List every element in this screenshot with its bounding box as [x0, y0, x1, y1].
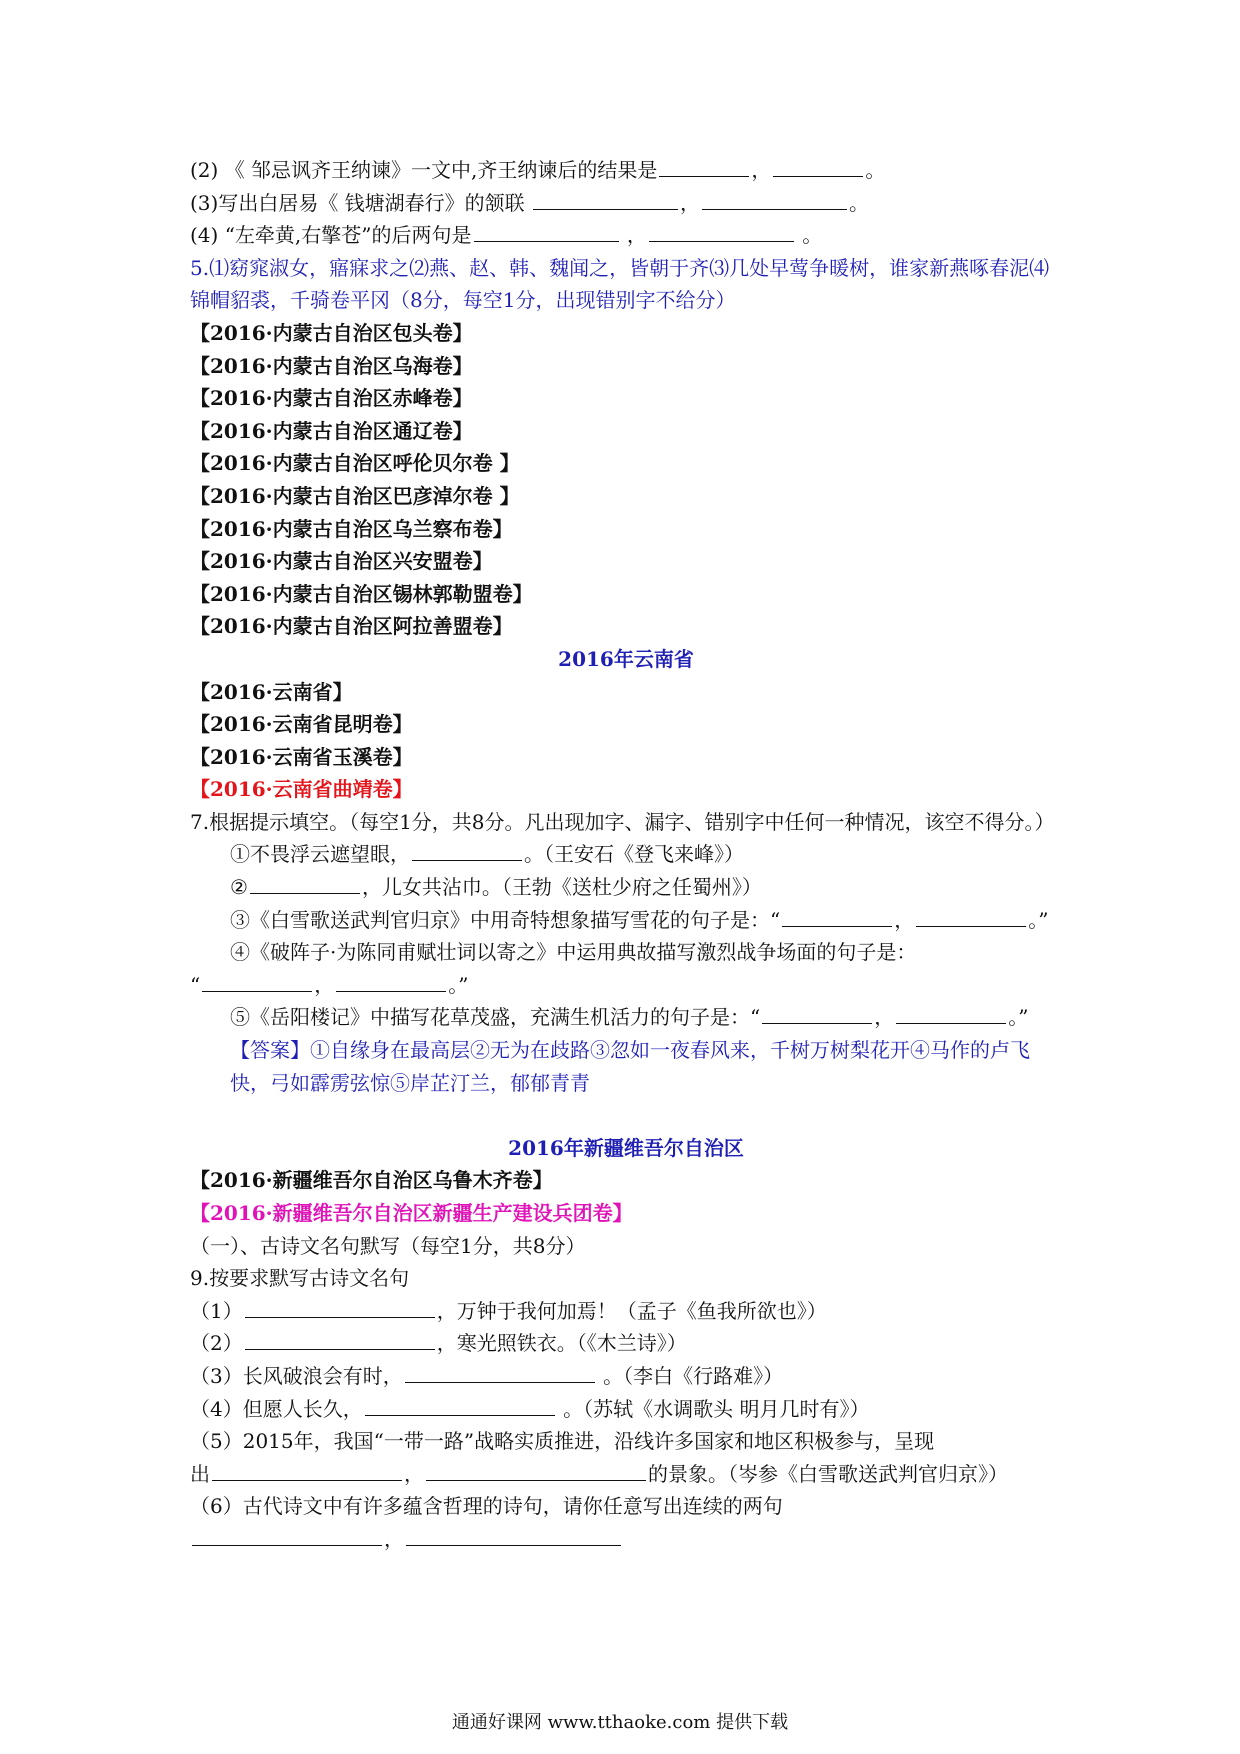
- text-segment: 。: [849, 190, 870, 215]
- text-segment: （3）长风破浪会有时，: [190, 1363, 403, 1388]
- question-line: [190, 1393, 1062, 1426]
- exam-paper-label: 【2016·新疆维吾尔自治区乌鲁木齐卷】: [190, 1168, 553, 1193]
- fill-in-blank: [336, 973, 446, 992]
- text-segment: 9.按要求默写古诗文名句: [190, 1266, 410, 1291]
- exam-paper-label: 【2016·内蒙古自治区巴彦淖尔卷 】: [190, 483, 520, 508]
- fill-in-blank: [426, 1462, 646, 1481]
- fill-in-blank: [406, 1527, 621, 1546]
- text-segment: 。”: [1008, 1005, 1029, 1030]
- question-line: [190, 838, 1062, 871]
- text-segment: ④《破阵子·为陈同甫赋壮词以寄之》中运用典故描写激烈战争场面的句子是：: [230, 940, 917, 965]
- text-segment: ，: [404, 1461, 424, 1486]
- question-line: [190, 871, 1062, 904]
- exam-paper-label-highlight: 【2016·云南省曲靖卷】: [190, 777, 413, 802]
- text-segment: 。（李白《行路难》）: [596, 1363, 784, 1388]
- exam-paper-label: 【2016·内蒙古自治区呼伦贝尔卷 】: [190, 451, 520, 476]
- question-line: [190, 219, 1062, 252]
- fill-in-blank: [250, 875, 360, 894]
- fill-in-blank: [896, 1005, 1006, 1024]
- fill-in-blank: [702, 191, 847, 210]
- text-segment: 。”: [448, 972, 469, 997]
- text-segment: （1）: [190, 1298, 243, 1323]
- text-segment: ③《白雪歌送武判官归京》中用奇特想象描写雪花的句子是：“: [230, 907, 781, 932]
- fill-in-blank: [245, 1299, 435, 1318]
- question-line: [190, 1001, 1062, 1034]
- question-line: [190, 1490, 1062, 1523]
- text-segment: ，: [751, 158, 772, 182]
- fill-in-blank: [533, 191, 678, 210]
- text-segment: ，: [314, 972, 335, 997]
- question-line: [190, 1295, 1062, 1328]
- question-line: [190, 1458, 1062, 1491]
- text-segment: “: [190, 972, 201, 997]
- exam-paper-label: 【2016·内蒙古自治区乌兰察布卷】: [190, 516, 513, 541]
- text-segment: （5）2015年，我国“一带一路”战略实质推进，沿线许多国家和地区积极参与，呈现: [190, 1429, 935, 1454]
- answer-text: 【答案】①自缘身在最高层②无为在歧路③忽如一夜春风来，千树万树梨花开④马作的卢飞快，弓如霹雳弦惊⑤岸芷汀兰，郁郁青青: [230, 1038, 1030, 1095]
- section-heading: 2016年新疆维吾尔自治区: [508, 1135, 744, 1160]
- fill-in-blank: [212, 1462, 402, 1481]
- exam-paper-label: 【2016·云南省玉溪卷】: [190, 744, 413, 769]
- text-segment: ⑤《岳阳楼记》中描写花草茂盛，充满生机活力的句子是：“: [230, 1005, 761, 1030]
- text-segment: 的景象。（岑参《白雪歌送武判官归京》）: [648, 1461, 1008, 1486]
- question-paragraph: 7.根据提示填空。（每空1分，共8分。凡出现加字、漏字、错别字中任何一种情况，该空不得分。）: [190, 809, 1055, 834]
- question-line: [190, 187, 1062, 220]
- text-segment: （一）、古诗文名句默写（每空1分，共8分）: [190, 1233, 586, 1258]
- text-segment: (4) “左牵黄,右擎苍”的后两句是: [190, 223, 472, 248]
- section-heading: 2016年云南省: [558, 646, 694, 671]
- exam-paper-label: 【2016·内蒙古自治区赤峰卷】: [190, 386, 473, 411]
- question-line: [190, 1360, 1062, 1393]
- text-segment: ，: [894, 907, 915, 932]
- text-segment: ，: [680, 190, 701, 215]
- text-segment: ，: [384, 1526, 404, 1551]
- blank-line: [190, 1099, 1062, 1132]
- fill-in-blank: [649, 223, 794, 242]
- question-line: [190, 1262, 1062, 1295]
- text-segment: ，: [620, 223, 647, 248]
- text-segment: ①不畏浮云遮望眼，: [230, 842, 410, 867]
- exam-paper-label: 【2016·内蒙古自治区兴安盟卷】: [190, 549, 493, 574]
- text-segment: 出: [190, 1461, 210, 1486]
- page-footer: 通通好课网 www.tthaoke.com 提供下载: [451, 1712, 789, 1733]
- exam-paper-label-highlight: 【2016·新疆维吾尔自治区新疆生产建设兵团卷】: [190, 1201, 633, 1225]
- fill-in-blank: [782, 908, 892, 927]
- fill-in-blank: [762, 1005, 872, 1024]
- exam-paper-label: 【2016·云南省昆明卷】: [190, 712, 413, 737]
- text-segment: （2）: [190, 1331, 243, 1356]
- document-content: [190, 154, 1062, 1556]
- text-segment: 。（王安石《登飞来峰》）: [524, 842, 744, 867]
- text-segment: ，: [874, 1005, 895, 1030]
- fill-in-blank: [245, 1331, 435, 1350]
- question-line: [190, 904, 1062, 937]
- fill-in-blank: [405, 1364, 595, 1383]
- exam-paper-label: 【2016·内蒙古自治区通辽卷】: [190, 418, 473, 443]
- answer-text: 5.⑴窈窕淑女，寤寐求之⑵燕、赵、韩、魏闻之，皆朝于齐⑶几处早莺争暖树，谁家新燕啄春泥⑷锦帽貂裘，千骑卷平冈（8分，每空1分，出现错别字不给分）: [190, 255, 1050, 313]
- text-segment: (3)写出白居易《 钱塘湖春行》的颔联: [190, 190, 532, 215]
- exam-paper-label: 【2016·内蒙古自治区锡林郭勒盟卷】: [190, 581, 533, 606]
- fill-in-blank: [202, 973, 312, 992]
- fill-in-blank: [773, 158, 863, 177]
- question-line: [190, 154, 1062, 187]
- text-segment: ，万钟于我何加焉！（孟子《鱼我所欲也》）: [436, 1298, 827, 1323]
- text-segment: ②: [230, 875, 248, 900]
- fill-in-blank: [659, 158, 749, 177]
- text-segment: 。: [865, 158, 886, 182]
- question-line: [190, 936, 1062, 969]
- text-segment: ，儿女共沾巾。（王勃《送杜少府之任蜀州》）: [361, 875, 762, 900]
- text-segment: （4）但愿人长久，: [190, 1396, 363, 1421]
- text-segment: ，寒光照铁衣。（《木兰诗》）: [436, 1331, 687, 1356]
- question-line: [190, 1425, 1062, 1458]
- fill-in-blank: [365, 1397, 555, 1416]
- fill-in-blank: [916, 908, 1026, 927]
- exam-paper-label: 【2016·云南省】: [190, 679, 353, 704]
- text-segment: 。（苏轼《水调歌头 明月几时有》）: [556, 1396, 870, 1421]
- text-segment: 。”: [1028, 907, 1049, 932]
- question-line: [190, 1523, 1062, 1556]
- exam-paper-label: 【2016·内蒙古自治区阿拉善盟卷】: [190, 614, 513, 639]
- text-segment: (2) 《 邹忌讽齐王纳谏》一文中,齐王纳谏后的结果是: [190, 158, 658, 182]
- fill-in-blank: [192, 1527, 382, 1546]
- exam-paper-label: 【2016·内蒙古自治区包头卷】: [190, 320, 473, 345]
- question-line: [190, 969, 1062, 1002]
- question-line: [190, 1327, 1062, 1360]
- question-line: [190, 1230, 1062, 1263]
- text-segment: 。: [795, 223, 823, 248]
- fill-in-blank: [412, 842, 522, 861]
- exam-paper-label: 【2016·内蒙古自治区乌海卷】: [190, 353, 473, 378]
- text-segment: （6）古代诗文中有许多蕴含哲理的诗句，请你任意写出连续的两句: [190, 1494, 783, 1519]
- fill-in-blank: [474, 223, 619, 242]
